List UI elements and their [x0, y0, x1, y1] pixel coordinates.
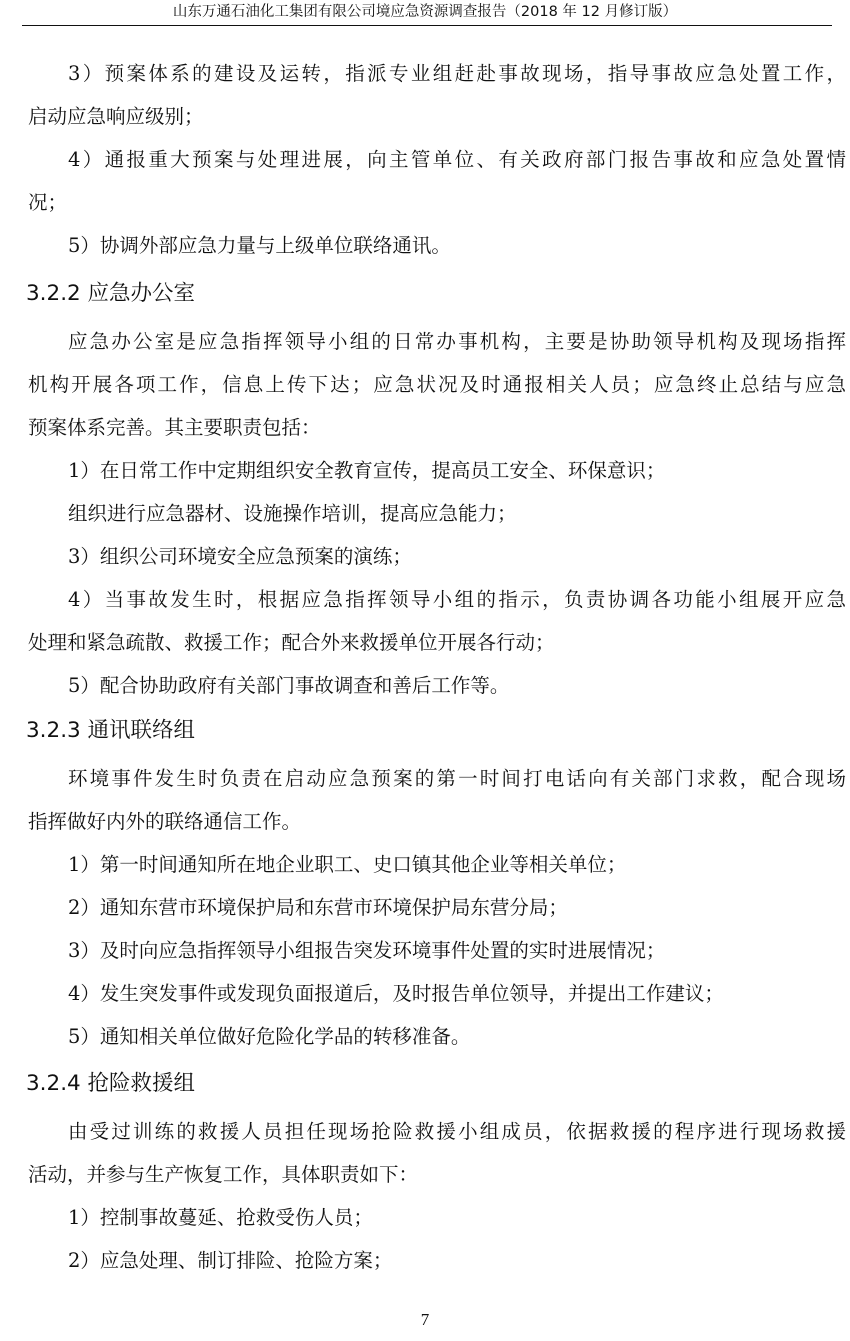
- text-line: 1）控制事故蔓延、抢救受伤人员；: [68, 1206, 373, 1229]
- text-line: 5）通知相关单位做好危险化学品的转移准备。: [68, 1025, 471, 1048]
- text-line: 5）协调外部应急力量与上级单位联络通讯。: [68, 234, 451, 257]
- text-line: 况；: [28, 191, 68, 214]
- text-line: 环境事件发生时负责在启动应急预案的第一时间打电话向有关部门求救，配合现场: [68, 767, 846, 790]
- text-line: 4）发生突发事件或发现负面报道后，及时报告单位领导，并提出工作建议；: [68, 982, 724, 1005]
- text-line: 处理和紧急疏散、救援工作；配合外来救援单位开展各行动；: [28, 631, 555, 654]
- text-line: 3）预案体系的建设及运转，指派专业组赶赴事故现场，指导事故应急处置工作，: [68, 62, 846, 85]
- page-number: 7: [420, 1310, 430, 1329]
- text-line: 指挥做好内外的联络通信工作。: [28, 810, 302, 833]
- text-line: 活动，并参与生产恢复工作，具体职责如下：: [28, 1163, 419, 1186]
- page-header: 山东万通石油化工集团有限公司境应急资源调查报告（2018 年 12 月修订版）: [172, 4, 678, 20]
- text-line: 组织进行应急器材、设施操作培训，提高应急能力；: [68, 502, 517, 525]
- text-line: 机构开展各项工作，信息上传下达；应急状况及时通报相关人员；应急终止总结与应急: [28, 373, 846, 396]
- text-line: 启动应急响应级别；: [28, 105, 204, 128]
- text-line: 4）当事故发生时，根据应急指挥领导小组的指示，负责协调各功能小组展开应急: [68, 588, 846, 611]
- section-heading: 3.2.2 应急办公室: [26, 281, 196, 306]
- section-heading: 3.2.3 通讯联络组: [26, 718, 196, 743]
- header-divider: [22, 25, 832, 26]
- text-line: 2）应急处理、制订排险、抢险方案；: [68, 1249, 393, 1272]
- text-line: 4）通报重大预案与处理进展，向主管单位、有关政府部门报告事故和应急处置情: [68, 148, 846, 171]
- text-line: 应急办公室是应急指挥领导小组的日常办事机构，主要是协助领导机构及现场指挥: [68, 330, 846, 353]
- text-line: 1）第一时间通知所在地企业职工、史口镇其他企业等相关单位；: [68, 853, 627, 876]
- text-line: 1）在日常工作中定期组织安全教育宣传，提高员工安全、环保意识；: [68, 459, 666, 482]
- text-line: 3）组织公司环境安全应急预案的演练；: [68, 545, 412, 568]
- text-line: 5）配合协助政府有关部门事故调查和善后工作等。: [68, 674, 510, 697]
- text-line: 预案体系完善。其主要职责包括：: [28, 416, 321, 439]
- text-line: 2）通知东营市环境保护局和东营市环境保护局东营分局；: [68, 896, 568, 919]
- section-heading: 3.2.4 抢险救援组: [26, 1071, 196, 1096]
- text-line: 由受过训练的救援人员担任现场抢险救援小组成员，依据救援的程序进行现场救援: [68, 1120, 846, 1143]
- text-line: 3）及时向应急指挥领导小组报告突发环境事件处置的实时进展情况；: [68, 939, 666, 962]
